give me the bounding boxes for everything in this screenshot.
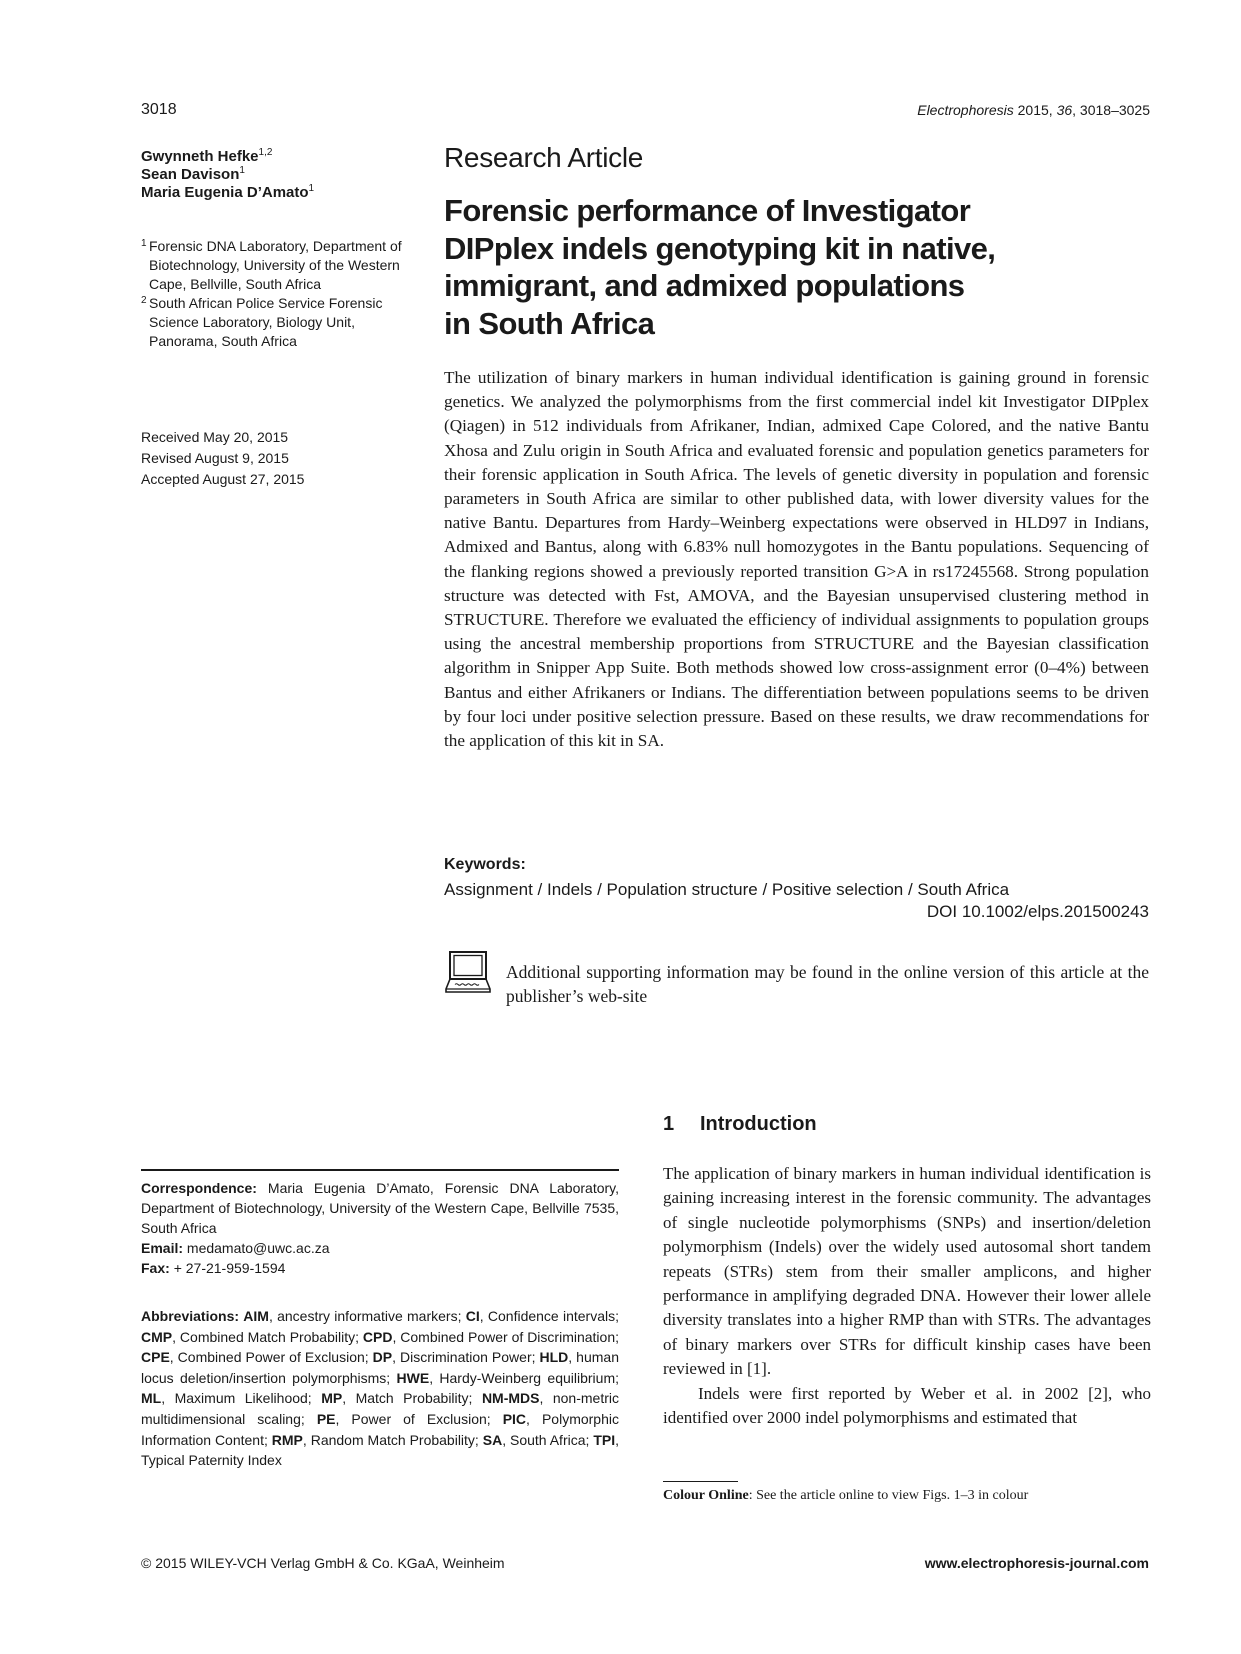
abbreviation-term: ML [141,1390,162,1407]
abbreviation-term: AIM [243,1308,269,1324]
abbreviation-definition: , Maximum Likelihood; [161,1390,322,1407]
correspondence-address: Maria Eugenia D’Amato, Forensic DNA Laboratory, Department of Biotechnology, University of the Western Cape, Bellville 7535, South Africa [141,1180,620,1236]
journal-volume: 36 [1056,102,1073,118]
affiliation: 2 South African Police Service Forensic Science Laboratory, Biology Unit, Panorama, South Africa [141,295,383,349]
journal-name: Electrophoresis [917,102,1014,118]
abbreviation-definition: , ancestry informative markers; [268,1308,466,1324]
footnote-label: Colour Online [663,1488,749,1503]
author-affiliation-mark: 1 [308,183,315,194]
email-label: Email: [141,1240,184,1256]
journal-url[interactable]: www.electrophoresis-journal.com [924,1555,1149,1571]
abbreviation-definition: , Match Probability; [342,1390,482,1407]
abbreviation-definition: , South Africa; [502,1431,594,1448]
abbreviation-term: PIC [502,1410,527,1427]
abbreviation-definition: , Typical Paternity Index [141,1431,619,1469]
footnote-text: : See the article online to view Figs. 1–3 in colour [748,1488,1029,1503]
received-date: Received May 20, 2015 [141,429,289,445]
abbreviations-list [141,1308,619,1468]
abbreviation-term: CMP [141,1328,173,1345]
paragraph: Indels were first reported by Weber et al. in 2002 [2], who identified over 2000 indel polymorphisms and estimated that [663,1383,1151,1428]
abbreviation-term: RMP [271,1431,303,1448]
copyright: © 2015 WILEY-VCH Verlag GmbH & Co. KGaA, Weinheim [141,1555,505,1571]
author-affiliation-mark: 1,2 [258,147,273,158]
abbreviations-label: Abbreviations: [141,1308,240,1324]
revised-date: Revised August 9, 2015 [141,450,289,466]
section-heading [663,1113,817,1136]
computer-icon [444,951,492,994]
abbreviation-definition: , Combined Power of Discrimination; [392,1328,619,1345]
keywords: Assignment / Indels / Population structure / Positive selection / South Africa [444,880,1010,899]
abstract: The utilization of binary markers in human individual identification is gaining ground in forensic genetics. We analyzed the polymorphisms from the first commercial indel kit Investigator DIPplex (Qiagen) in 512 individuals from Afrikaner, Indian, admixed Cape Colored, and the native Bantu Xhosa and Zulu origin in South Africa and evaluated forensic and population genetics parameters for their forensic application in South Africa. The levels of genetic diversity in population and forensic parameters in South Africa are similar to other published data, with lower diversity values for the native Bantu. Departures from Hardy–Weinberg expectations were observed in HLD97 in Indians, Admixed and Bantus, along with 6.83% null homozygotes in the Bantu populations. Sequencing of the flanking regions showed a previously reported transition G>A in rs17245568. Strong population structure was detected with Fst, AMOVA, and the Bayesian unsupervised clustering method in STRUCTURE. Therefore we evaluated the efficiency of individual assignments to population groups using the ancestral membership proportions from STRUCTURE and the Bayesian classification algorithm in Snipper App Suite. Both methods showed low cross-assignment error (0–4%) between Bantus and either Afrikaners or Indians. The differentiation between populations seems to be driven by four loci under positive selection pressure. Based on these results, we draw recommendations for the application of this kit in SA. [444,368,1149,751]
abbreviation-definition: , Polymorphic Information Content; [141,1410,619,1448]
correspondence-block [141,1178,619,1278]
abbreviation-term: DP [372,1349,393,1366]
abbreviation-definition: , Discrimination Power; [392,1349,540,1366]
fax-label: Fax: [141,1260,170,1276]
section-title: Introduction [700,1113,817,1135]
abbreviation-term: HWE [396,1369,430,1386]
abbreviation-term: NM-MDS [481,1390,540,1407]
author: Maria Eugenia D’Amato$^1$ [141,183,315,201]
article-title: Forensic performance of Investigator DIPplex indels genotyping kit in native, immigrant, and admixed populations in South Africa [444,193,996,341]
abbreviation-definition: , Confidence intervals; [479,1308,619,1324]
correspondence-label: Correspondence: [141,1180,257,1196]
abbreviation-definition: , Hardy-Weinberg equilibrium; [429,1369,619,1386]
author: Gwynneth Hefke$^{1,2}$ [141,147,273,165]
footnote-divider [663,1481,738,1482]
author: Sean Davison$^1$ [141,165,245,183]
article-type: Research Article [444,142,644,173]
journal-pages: , 3018–3025 [1072,102,1150,118]
journal-year: 2015, [1017,102,1053,118]
author-list [141,148,314,202]
abbreviation-definition: , Random Match Probability; [302,1431,483,1448]
accepted-date: Accepted August 27, 2015 [141,471,305,487]
footnote [663,1488,1028,1504]
publication-dates [141,427,304,490]
abbreviations-block [141,1306,619,1471]
affiliation: 1 Forensic DNA Laboratory, Department of Biotechnology, University of the Western Cape, Bellville, South Africa [141,238,402,292]
abbreviation-term: PE [316,1410,336,1427]
abbreviation-definition: , human locus deletion/insertion polymorphisms; [141,1349,619,1386]
author-affiliation-mark: 1 [239,165,245,176]
abbreviation-term: CPE [141,1349,170,1366]
doi[interactable]: DOI 10.1002/elps.201500243 [926,902,1149,921]
abbreviation-term: CPD [362,1328,393,1345]
abbreviation-term: SA [482,1431,503,1448]
abbreviation-term: CI [465,1308,480,1324]
abbreviation-definition: , Combined Match Probability; [172,1328,363,1345]
abbreviation-term: TPI [593,1431,616,1448]
abbreviation-term: HLD [539,1349,569,1366]
abbreviation-term: MP [321,1390,343,1407]
section-number: 1 [663,1113,675,1135]
abbreviation-definition: , Combined Power of Exclusion; [169,1349,373,1366]
paragraph: The application of binary markers in human individual identification is gaining increasing interest in the forensic community. The advantages of single nucleotide polymorphisms (SNPs) and insertion/deletion polymorphism (Indels) over the widely used autosomal short tandem repeats (STRs) stem from their smaller amplicons, and higher performance in amplifying degraded DNA. However their lower allele diversity translates into a higher RMP than with STRs. The advantages of binary markers over STRs for difficult kinship cases have been reviewed in [1]. [663,1164,1151,1379]
introduction-body [663,1162,1151,1430]
email-link[interactable]: medamato@uwc.ac.za [186,1240,330,1256]
abbreviation-definition: , non-metric multidimensional scaling; [141,1390,619,1427]
page-number: 3018 [141,101,177,118]
affiliations [141,237,411,351]
abbreviation-definition: , Power of Exclusion; [335,1410,503,1427]
supporting-info-note: Additional supporting information may be found in the online version of this article at the publisher’s web-site [506,962,1149,1006]
divider [141,1169,619,1171]
running-head [917,102,1150,118]
keywords-label: Keywords: [444,856,526,873]
fax-number: + 27-21-959-1594 [173,1260,286,1276]
